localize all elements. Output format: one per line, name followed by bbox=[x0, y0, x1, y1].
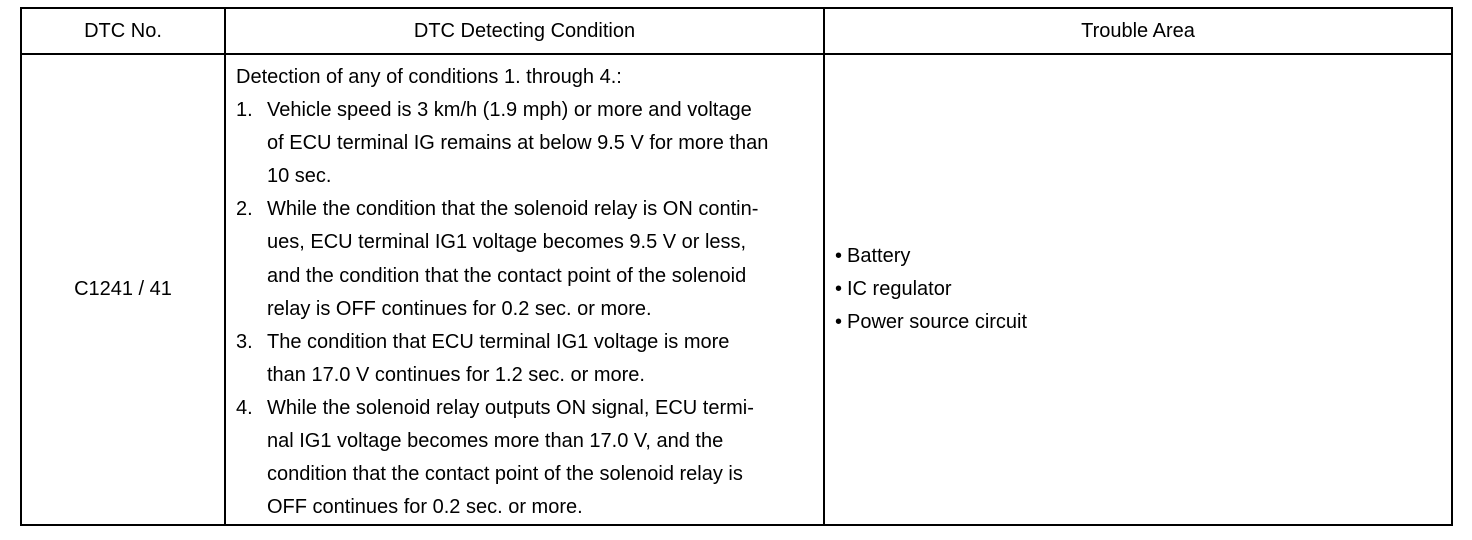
condition-item bbox=[236, 326, 813, 392]
condition-item bbox=[236, 193, 813, 325]
condition-line: and the condition that the contact point of the solenoid bbox=[267, 264, 747, 287]
condition-line: of ECU terminal IG remains at below 9.5 V for more than bbox=[267, 132, 769, 155]
condition-line: While the condition that the solenoid relay is ON contin- bbox=[267, 198, 759, 221]
condition-item bbox=[236, 94, 813, 193]
condition-line: than 17.0 V continues for 1.2 sec. or more. bbox=[267, 363, 645, 386]
trouble-area-item bbox=[835, 273, 1451, 306]
header-trouble-area: Trouble Area bbox=[824, 8, 1452, 54]
condition-line: While the solenoid relay outputs ON signal, ECU termi- bbox=[267, 396, 754, 419]
condition-list bbox=[236, 94, 813, 524]
trouble-area-label: Power source circuit bbox=[847, 311, 1028, 334]
trouble-area-item bbox=[835, 240, 1451, 273]
condition-line: ues, ECU terminal IG1 voltage becomes 9.5 V or less, bbox=[267, 231, 747, 254]
trouble-area-item bbox=[835, 306, 1451, 339]
condition-number: 2. bbox=[236, 198, 253, 221]
condition-text bbox=[267, 326, 813, 392]
condition-number: 1. bbox=[236, 99, 253, 122]
condition-line: The condition that ECU terminal IG1 voltage is more bbox=[267, 330, 730, 353]
condition-line: Vehicle speed is 3 km/h (1.9 mph) or more and voltage bbox=[267, 99, 752, 122]
condition-line: nal IG1 voltage becomes more than 17.0 V, and the bbox=[267, 430, 724, 453]
table-row bbox=[21, 54, 1452, 525]
condition-line: relay is OFF continues for 0.2 sec. or more. bbox=[267, 297, 652, 320]
condition-intro: Detection of any of conditions 1. through 4.: bbox=[236, 66, 622, 88]
trouble-area-label: IC regulator bbox=[847, 278, 952, 301]
condition-number: 4. bbox=[236, 396, 253, 419]
condition-line: 10 sec. bbox=[267, 165, 332, 188]
condition-line: condition that the contact point of the solenoid relay is bbox=[267, 463, 743, 486]
cell-dtc-no: C1241 / 41 bbox=[21, 54, 225, 525]
bullet-icon: • bbox=[835, 278, 843, 301]
bullet-icon: • bbox=[835, 245, 843, 268]
condition-line: OFF continues for 0.2 sec. or more. bbox=[267, 496, 583, 519]
bullet-icon: • bbox=[835, 311, 843, 334]
header-detecting-condition: DTC Detecting Condition bbox=[225, 8, 824, 54]
cell-detecting-condition bbox=[225, 54, 824, 525]
condition-text bbox=[267, 193, 813, 325]
condition-text bbox=[267, 392, 813, 524]
cell-trouble-area bbox=[824, 54, 1452, 525]
condition-number: 3. bbox=[236, 330, 253, 353]
trouble-area-list bbox=[835, 240, 1451, 339]
condition-item bbox=[236, 392, 813, 524]
condition-text bbox=[267, 94, 813, 193]
trouble-area-label: Battery bbox=[847, 245, 911, 268]
header-dtc-no: DTC No. bbox=[21, 8, 225, 54]
table-header-row bbox=[21, 8, 1452, 54]
dtc-table bbox=[20, 7, 1453, 526]
